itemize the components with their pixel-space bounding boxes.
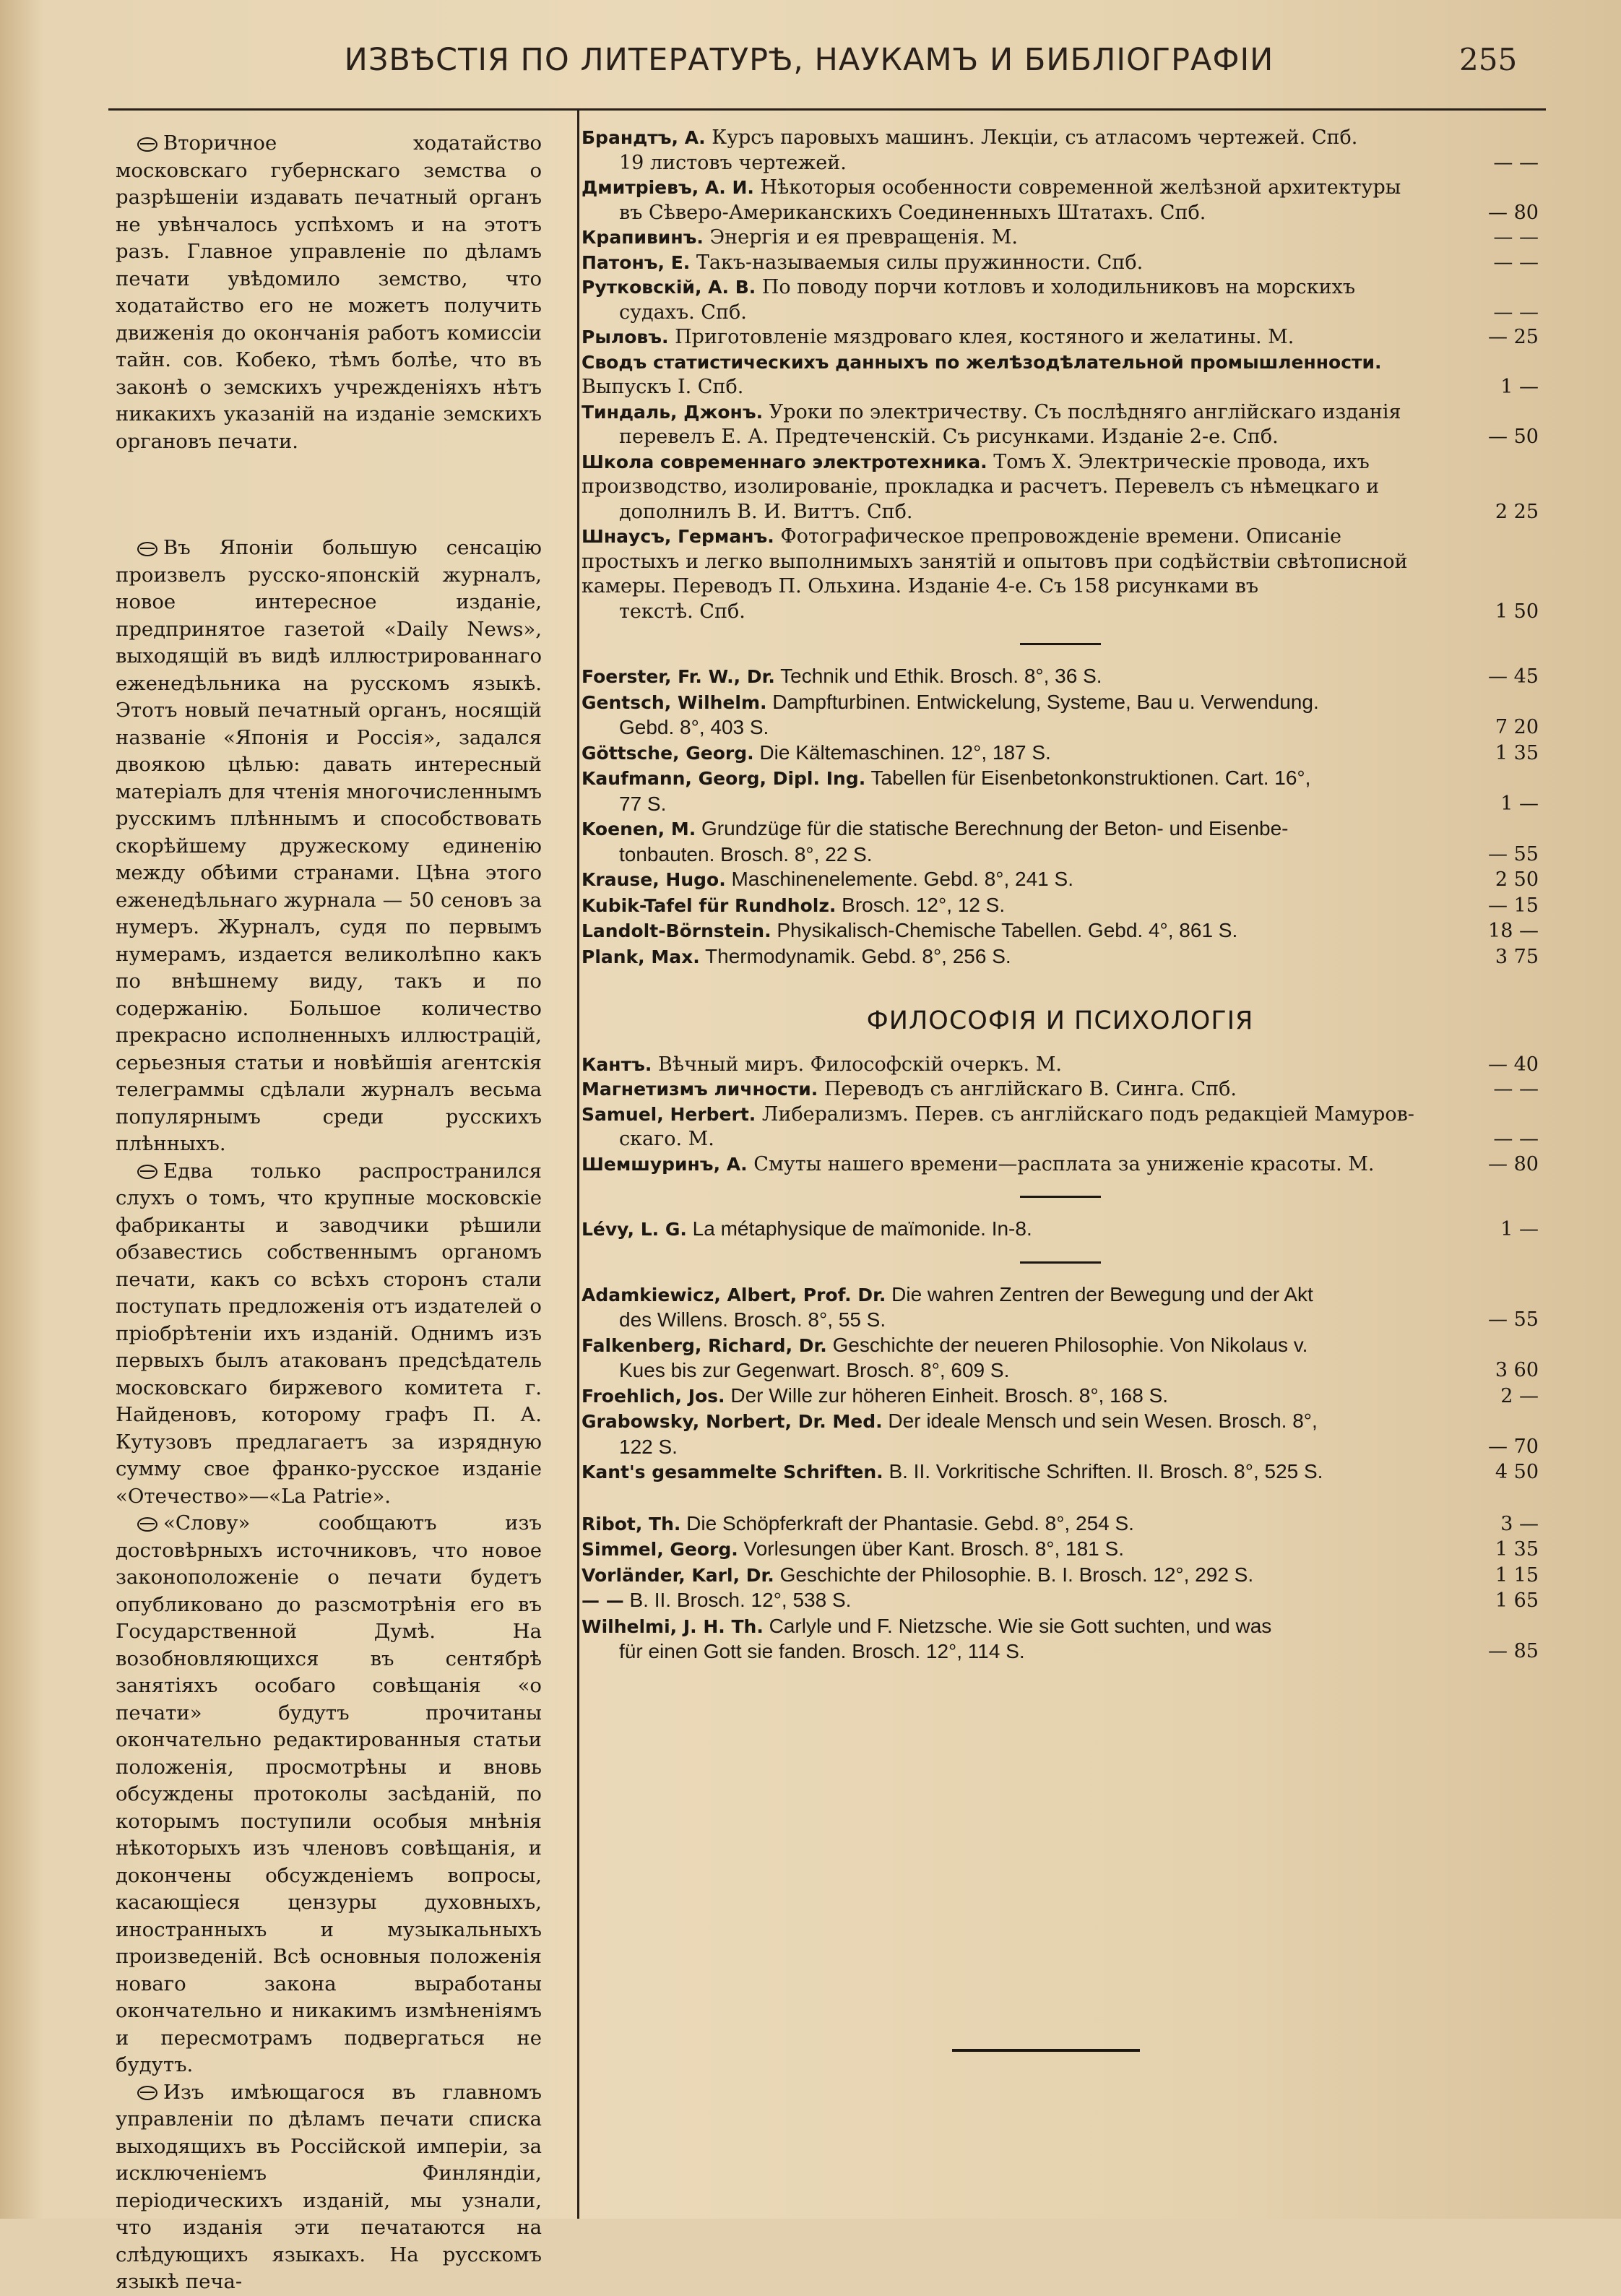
entry-author: Krause, Hugo. <box>582 869 726 890</box>
entry-line <box>582 918 1438 944</box>
entry-title: Die wahren Zentren der Bewegung und der Akt <box>886 1282 1313 1305</box>
entry-title: По поводу порчи котловъ и холодильниковъ на морскихъ <box>756 276 1356 298</box>
book-entry <box>582 1053 1539 1078</box>
book-entry <box>582 176 1539 225</box>
entry-title: Либерализмъ. Перев. съ англійскаго подъ редакціей Мамуров- <box>756 1102 1414 1126</box>
entry-line <box>582 1282 1438 1308</box>
entry-author: Samuel, Herbert. <box>582 1103 756 1125</box>
spacer <box>116 455 542 535</box>
book-entry <box>582 690 1539 741</box>
entry-line <box>582 1409 1438 1435</box>
entry-title: Смуты нашего времени—расплата за униженіе красоты. М. <box>747 1152 1375 1175</box>
entry-continuation: tonbauten. Brosch. 8°, 22 S. <box>619 842 873 866</box>
entry-continuation: 122 S. <box>619 1435 678 1458</box>
entry-continuation: Gebd. 8°, 403 S. <box>619 716 769 738</box>
book-entry <box>582 1152 1539 1178</box>
book-entry <box>582 1384 1539 1410</box>
entry-author: Simmel, Georg. <box>582 1539 738 1560</box>
entry-price: — — <box>1493 1078 1539 1100</box>
book-entry <box>582 1614 1539 1665</box>
entry-line <box>582 893 1438 919</box>
entry-price: 2 25 <box>1495 500 1539 523</box>
entry-price: — — <box>1493 1128 1539 1150</box>
book-entry <box>582 400 1539 450</box>
entry-price: — 50 <box>1488 426 1539 448</box>
entry-title: Такъ-называемыя силы пружинности. Спб. <box>690 251 1144 274</box>
book-entry <box>582 1409 1539 1459</box>
entry-line <box>582 1537 1438 1563</box>
entry-price: 1 — <box>1500 792 1539 815</box>
entry-author: Göttsche, Georg. <box>582 742 754 764</box>
entry-author: Сводъ статистическихъ данныхъ по желѣзодѣлательной промышленности. <box>582 351 1382 373</box>
entry-line <box>582 126 1438 151</box>
news-item <box>116 1510 542 2079</box>
entry-author: Kaufmann, Georg, Dipl. Ing. <box>582 768 866 789</box>
entry-line <box>582 1152 1438 1178</box>
book-entry <box>582 1077 1539 1102</box>
separator-rule <box>1020 643 1101 645</box>
separator-rule <box>1020 1196 1101 1198</box>
entry-price: — 55 <box>1488 842 1539 866</box>
entry-author: Магнетизмъ личности. <box>582 1079 818 1100</box>
entry-title: Tabellen für Eisenbetonkonstruktionen. Cart. 16°, <box>865 767 1311 789</box>
news-item <box>116 535 542 1158</box>
entry-price: 1 — <box>1500 376 1539 398</box>
paragraph-mark-icon <box>137 1165 157 1179</box>
book-entry <box>582 1217 1539 1243</box>
column-divider <box>577 108 579 2219</box>
entry-author: Шнаусъ, Германъ. <box>582 526 774 547</box>
entry-title: Carlyle und F. Nietzsche. Wie sie Gott suchten, und was <box>763 1614 1272 1637</box>
entry-price: 7 20 <box>1495 716 1539 738</box>
book-entry <box>582 1511 1539 1537</box>
entry-price: 3 60 <box>1495 1359 1539 1381</box>
entry-continuation: въ Сѣверо-Американскихъ Соединенныхъ Штатахъ. Спб. <box>619 201 1206 224</box>
page-number: 255 <box>1459 42 1518 77</box>
entry-price: — 85 <box>1488 1640 1539 1662</box>
entry-author: Шемшуринъ, А. <box>582 1153 748 1175</box>
entry-title: Brosch. 12°, 12 S. <box>836 893 1006 916</box>
entry-line <box>582 1077 1438 1102</box>
entry-line <box>582 690 1438 716</box>
entry-title: Уроки по электричеству. Съ послѣдняго англійскаго изданія <box>763 400 1401 423</box>
entry-line <box>582 225 1438 251</box>
entry-author: Plank, Max. <box>582 946 700 967</box>
entry-author: Kubik-Tafel für Rundholz. <box>582 894 837 916</box>
entry-line <box>582 325 1438 350</box>
entry-price: — 80 <box>1488 201 1539 224</box>
bibliography-russian-technical <box>582 126 1539 624</box>
book-entry <box>582 1333 1539 1384</box>
entry-continuation: судахъ. Спб. <box>619 301 747 324</box>
entry-continuation: скаго. М. <box>619 1128 714 1150</box>
news-item <box>116 2079 542 2296</box>
entry-price: — 45 <box>1488 665 1539 688</box>
news-text: Въ Японіи большую сенсацію произвелъ русско-японскій журналъ, новое интересное изданіе, предпринятое газетой «Daily News», выходящій въ видѣ иллюстрированнаго еженедѣльника на русскомъ языкѣ. Этотъ новый печатный органъ, носящій названіе «Японія и Россія», задался двоякою цѣлью: давать интересный матеріалъ для чтенія многочисленнымъ русскимъ плѣннымъ и способствовать скорѣйшему дружескому единенію между обѣими странами. Цѣна этого еженедѣльнаго журнала — 50 сеновъ за нумеръ. Журналъ, судя по первымъ нумерамъ, издается великолѣпно какъ по внѣшнему виду, такъ и по содержанію. Большое количество прекрасно исполненныхъ иллюстрацій, серьезныя статьи и новѣйшія агентскія телеграммы сдѣлали журналъ весьма популярнымъ среди русскихъ плѣнныхъ. <box>116 536 542 1155</box>
entry-title: Фотографическое препровожденіе времени. Описаніе простыхъ и легко выполнимыхъ занятій и опытовъ при содѣйствіи свѣтописной камеры. Переводъ П. Ольхина. Изданіе 4-е. Съ 158 рисунками въ <box>582 525 1408 597</box>
entry-continuation: Kues bis zur Gegenwart. Brosch. 8°, 609 S. <box>619 1359 1010 1381</box>
entry-line <box>582 1588 1438 1614</box>
entry-author: Ribot, Th. <box>582 1513 681 1535</box>
entry-author: Рутковскій, А. В. <box>582 277 756 298</box>
news-text: «Слову» сообщаютъ изъ достовѣрныхъ источниковъ, что новое законоположеніе о печати будетъ опубликовано до разсмотрѣнія его въ Государственной Думѣ. На возобновляющихся въ сентябрѣ занятіяхъ особаго совѣщанія «о печати» будутъ прочитаны окончательно редактированныя статьи положенія, просмотрѣны и вновь обсуждены протоколы засѣданій, по которымъ поступили особыя мнѣнія нѣкоторыхъ изъ членовъ совѣщанія, и докончены обсужденіемъ вопросы, касающіеся цензуры духовныхъ, иностранныхъ и музыкальныхъ произведеній. Всѣ основныя положенія новаго закона выработаны окончательно и никакимъ измѣненіямъ и пересмотрамъ подвергаться не будутъ. <box>116 1511 542 2076</box>
entry-price: 3 75 <box>1495 945 1539 968</box>
entry-line <box>582 766 1438 792</box>
entry-title: Нѣкоторыя особенности современной желѣзной архитектуры <box>753 176 1401 199</box>
book-entry <box>582 893 1539 919</box>
entry-title: Dampfturbinen. Entwickelung, Systeme, Bau u. Verwendung. <box>766 690 1319 713</box>
entry-price: 1 35 <box>1495 741 1539 764</box>
entry-author: Adamkiewicz, Albert, Prof. Dr. <box>582 1284 886 1305</box>
entry-line <box>582 400 1438 426</box>
book-entry <box>582 1588 1539 1614</box>
entry-author: Gentsch, Wilhelm. <box>582 691 767 713</box>
entry-author: Кантъ. <box>582 1053 652 1075</box>
book-entry <box>582 525 1539 624</box>
entry-price: — 15 <box>1488 894 1539 917</box>
bibliography-german-technical <box>582 664 1539 970</box>
spacer <box>582 1485 1539 1511</box>
entry-price: 1 15 <box>1495 1563 1539 1587</box>
book-entry <box>582 350 1539 400</box>
entry-continuation: 19 листовъ чертежей. <box>619 151 847 174</box>
book-entry <box>582 126 1539 176</box>
book-entry <box>582 450 1539 525</box>
entry-price: — — <box>1493 251 1539 274</box>
separator-rule <box>1020 1261 1101 1264</box>
entry-author: Kant's gesammelte Schriften. <box>582 1462 883 1483</box>
entry-price: — — <box>1493 301 1539 324</box>
entry-price: 2 — <box>1500 1384 1539 1407</box>
entry-line <box>582 664 1438 690</box>
entry-author: Дмитріевъ, А. И. <box>582 177 754 198</box>
running-header <box>0 42 1621 85</box>
entry-title: La métaphysique de maïmonide. In-8. <box>686 1217 1032 1240</box>
entry-line <box>582 1511 1438 1537</box>
end-rule <box>952 2049 1140 2052</box>
entry-line <box>582 867 1438 893</box>
section-heading: ФИЛОСОФІЯ И ПСИХОЛОГІЯ <box>866 1006 1254 1035</box>
entry-author: Grabowsky, Norbert, Dr. Med. <box>582 1411 883 1432</box>
entry-price: — 80 <box>1488 1152 1539 1175</box>
entry-line <box>582 1459 1438 1485</box>
entry-line <box>582 350 1438 400</box>
entry-line <box>582 1053 1438 1078</box>
entry-price: 4 50 <box>1495 1461 1539 1483</box>
entry-title: Энергія и ея превращенія. М. <box>703 226 1018 249</box>
entry-line <box>582 176 1438 201</box>
book-entry <box>582 816 1539 867</box>
entry-line <box>582 525 1438 600</box>
entry-price: — 55 <box>1488 1308 1539 1331</box>
entry-price: — 25 <box>1488 326 1539 348</box>
entry-title: Maschinenelemente. Gebd. 8°, 241 S. <box>725 868 1073 890</box>
entry-line <box>582 1384 1438 1410</box>
book-entry <box>582 918 1539 944</box>
entry-price: — 40 <box>1488 1053 1539 1076</box>
header-rule <box>108 108 1546 111</box>
left-column <box>116 130 542 2296</box>
entry-author: Брандтъ, А. <box>582 127 706 148</box>
entry-author: Koenen, M. <box>582 819 696 840</box>
entry-title: Grundzüge für die statische Berechnung der Beton- und Eisenbe- <box>696 817 1289 840</box>
entry-author: Froehlich, Jos. <box>582 1385 725 1407</box>
paragraph-mark-icon <box>137 137 157 152</box>
entry-continuation: für einen Gott sie fanden. Brosch. 12°, 114 S. <box>619 1640 1025 1662</box>
entry-title: B. II. Brosch. 12°, 538 S. <box>623 1589 852 1611</box>
entry-line <box>582 1333 1438 1359</box>
entry-author: Falkenberg, Richard, Dr. <box>582 1334 827 1356</box>
news-item <box>116 1158 542 1511</box>
paragraph-mark-icon <box>137 1517 157 1532</box>
book-entry <box>582 1563 1539 1589</box>
entry-title: Geschichte der neueren Philosophie. Von Nikolaus v. <box>826 1333 1308 1356</box>
book-entry <box>582 251 1539 276</box>
book-entry <box>582 1282 1539 1333</box>
entry-line <box>582 1563 1438 1589</box>
entry-line <box>582 1614 1438 1640</box>
entry-price: — 70 <box>1488 1435 1539 1458</box>
paragraph-mark-icon <box>137 2086 157 2100</box>
entry-author: — — <box>582 1590 624 1611</box>
book-entry <box>582 741 1539 767</box>
entry-title: Physikalisch-Chemische Tabellen. Gebd. 4°, 861 S. <box>771 919 1238 941</box>
entry-author: Landolt-Börnstein. <box>582 920 771 941</box>
bibliography-philosophy-german-continued <box>582 1511 1539 1665</box>
entry-line <box>582 275 1438 301</box>
book-entry <box>582 1459 1539 1485</box>
news-text: Едва только распространился слухъ о томъ, что крупные московскіе фабриканты и заводчики рѣшили обзавестись собственнымъ органомъ печати, какъ со всѣхъ сторонъ стали поступать предложенія отъ издателей о пріобрѣтеніи ихъ изданій. Однимъ изъ первыхъ былъ атакованъ предсѣдатель московскаго биржевого комитета г. Найденовъ, которому графъ П. А. Кутузовъ предлагаетъ за изрядную сумму свое франко-русское изданіе «Отечество»—«La Patrie». <box>116 1159 542 1508</box>
entry-line <box>582 816 1438 842</box>
book-entry <box>582 944 1539 970</box>
entry-title: Technik und Ethik. Brosch. 8°, 36 S. <box>774 665 1102 687</box>
entry-author: Lévy, L. G. <box>582 1219 687 1240</box>
entry-continuation: текстѣ. Спб. <box>619 600 745 623</box>
entry-title: Вѣчный миръ. Философскій очеркъ. М. <box>652 1053 1062 1076</box>
entry-line <box>582 1102 1438 1128</box>
header-title: ИЗВѢСТІЯ ПО ЛИТЕРАТУРѢ, НАУКАМЪ И БИБЛІОГРАФІИ <box>344 42 1274 78</box>
entry-price: — — <box>1493 226 1539 249</box>
entry-price: 3 — <box>1500 1512 1539 1535</box>
bibliography-philosophy-german <box>582 1282 1539 1485</box>
entry-price: 2 50 <box>1495 868 1539 891</box>
entry-line <box>582 1217 1438 1243</box>
book-entry <box>582 1102 1539 1152</box>
entry-continuation: 77 S. <box>619 792 667 815</box>
entry-line <box>582 251 1438 276</box>
entry-title: Выпускъ I. Спб. <box>582 376 744 398</box>
book-entry <box>582 325 1539 350</box>
entry-title: Томъ X. Электрическіе провода, ихъ производство, изолированіе, прокладка и расчетъ. Перевелъ съ нѣмецкаго и <box>582 450 1380 498</box>
entry-title: Переводъ съ англійскаго В. Синга. Спб. <box>818 1078 1237 1100</box>
entry-price: 1 50 <box>1495 600 1539 623</box>
bibliography-philosophy-french <box>582 1217 1539 1243</box>
book-entry <box>582 275 1539 325</box>
entry-price: 1 65 <box>1495 1589 1539 1612</box>
entry-continuation: перевелъ Е. А. Предтеченскій. Съ рисунками. Изданіе 2-е. Спб. <box>619 426 1279 448</box>
entry-title: Die Schöpferkraft der Phantasie. Gebd. 8°, 254 S. <box>680 1511 1134 1535</box>
entry-title: Приготовленіе мяздроваго клея, костяного и желатины. М. <box>668 326 1294 348</box>
book-entry <box>582 664 1539 690</box>
book-entry <box>582 1537 1539 1563</box>
entry-title: Thermodynamik. Gebd. 8°, 256 S. <box>699 944 1011 967</box>
entry-author: Vorländer, Karl, Dr. <box>582 1564 774 1586</box>
news-text: Изъ имѣющагося въ главномъ управленіи по дѣламъ печати списка выходящихъ въ Россійской имперіи, за исключеніемъ Финляндіи, періодическихъ изданій, мы узнали, что изданія эти печатаются на слѣдующихъ языкахъ. На русскомъ языкѣ печа- <box>116 2080 542 2293</box>
entry-continuation: дополнилъ В. И. Виттъ. Спб. <box>619 500 913 523</box>
entry-author: Wilhelmi, J. H. Th. <box>582 1615 764 1637</box>
entry-author: Тиндаль, Джонъ. <box>582 401 764 423</box>
entry-line <box>582 450 1438 500</box>
entry-author: Foerster, Fr. W., Dr. <box>582 666 775 687</box>
entry-author: Рыловъ. <box>582 327 669 348</box>
entry-title: B. II. Vorkritische Schriften. II. Brosch. 8°, 525 S. <box>883 1460 1323 1483</box>
right-column <box>582 126 1539 1665</box>
entry-author: Школа современнаго электротехника. <box>582 451 987 472</box>
news-item <box>116 130 542 455</box>
book-entry <box>582 225 1539 251</box>
book-entry <box>582 867 1539 893</box>
entry-title: Vorlesungen über Kant. Brosch. 8°, 181 S. <box>738 1537 1124 1560</box>
entry-price: 1 35 <box>1495 1538 1539 1561</box>
entry-price: 18 — <box>1488 920 1539 942</box>
entry-continuation: des Willens. Brosch. 8°, 55 S. <box>619 1308 886 1331</box>
book-entry <box>582 766 1539 816</box>
entry-line <box>582 741 1438 767</box>
entry-author: Патонъ, Е. <box>582 251 691 273</box>
entry-title: Die Kältemaschinen. 12°, 187 S. <box>753 741 1051 764</box>
entry-title: Geschichte der Philosophie. B. I. Brosch. 12°, 292 S. <box>774 1563 1254 1586</box>
bibliography-philosophy-russian <box>582 1053 1539 1178</box>
paragraph-mark-icon <box>137 542 157 556</box>
entry-title: Der ideale Mensch und sein Wesen. Brosch. 8°, <box>882 1410 1318 1432</box>
entry-price: — — <box>1493 151 1539 174</box>
entry-author: Крапивинъ. <box>582 227 704 248</box>
news-text: Вторичное ходатайство московскаго губернскаго земства о разрѣшеніи издавать печатный органъ не увѣнчалось успѣхомъ и на этотъ разъ. Главное управленіе по дѣламъ печати увѣдомило земство, что ходатайство его не можетъ получить движенія до окончанія работъ комиссіи тайн. сов. Кобеко, тѣмъ болѣе, что въ законѣ о земскихъ учрежденіяхъ нѣтъ никакихъ указаній на изданіе земскихъ органовъ печати. <box>116 131 542 453</box>
entry-title: Der Wille zur höheren Einheit. Brosch. 8°, 168 S. <box>725 1384 1169 1407</box>
entry-line <box>582 944 1438 970</box>
entry-price: 1 — <box>1500 1218 1539 1240</box>
entry-title: Курсъ паровыхъ машинъ. Лекціи, съ атласомъ чертежей. Спб. <box>705 126 1358 149</box>
